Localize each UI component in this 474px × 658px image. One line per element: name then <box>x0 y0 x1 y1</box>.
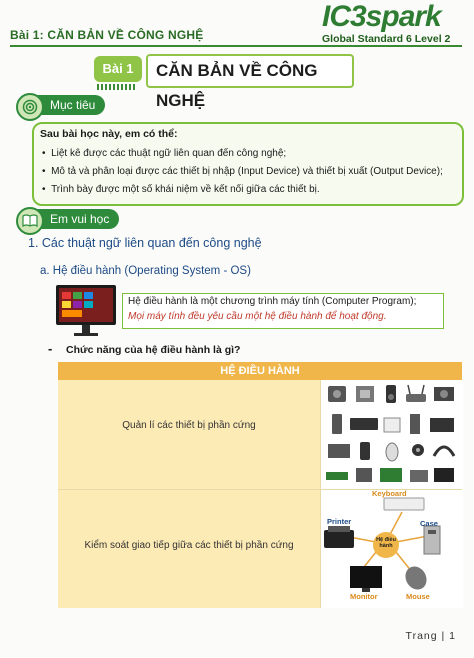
explore-pill-label: Em vui học <box>50 212 110 226</box>
monitor-small-icon <box>434 468 454 482</box>
mouse-device-icon <box>401 563 430 594</box>
keyboard-icon <box>350 418 378 430</box>
goal-item: • Liệt kê được các thuật ngữ liên quan đến công nghệ; <box>42 148 287 159</box>
table-cell <box>58 380 320 490</box>
board-icon <box>380 468 402 482</box>
definition-line: Hệ điều hành là một chương trình máy tính (Computer Program); <box>128 296 417 307</box>
table-row-text: Kiểm soát giao tiếp giữa các thiết bị phần cứng <box>84 540 294 551</box>
gpu-icon <box>328 444 350 458</box>
lesson-title: CĂN BẢN VỀ CÔNG NGHỆ <box>146 54 354 88</box>
header-divider <box>10 45 462 47</box>
keyboard-label: Keyboard <box>372 489 407 498</box>
monitor-label: Monitor <box>350 592 378 601</box>
table-row-text: Quản lí các thiết bị phần cứng <box>122 420 256 431</box>
monitor-device-icon <box>350 566 382 592</box>
os-center-label: Hệ điều hành <box>376 537 396 549</box>
mouse-small-icon <box>386 443 398 461</box>
hardware-icons-grid <box>322 382 460 488</box>
printer-label: Printer <box>327 517 352 526</box>
book-icon <box>16 207 44 235</box>
lesson-heading: Bài 1: CĂN BẢN VỀ CÔNG NGHỆ <box>10 28 204 42</box>
logo-text: IC3spark <box>322 0 441 33</box>
printer-device-icon <box>324 526 354 548</box>
psu-icon <box>434 387 454 401</box>
phone-icon <box>360 442 370 460</box>
target-icon <box>16 93 44 121</box>
section-heading: 1. Các thuật ngữ liên quan đến công nghệ <box>28 236 262 250</box>
cpu-icon <box>356 386 374 402</box>
webcam-icon <box>412 444 424 456</box>
printer-small-icon <box>430 418 454 432</box>
goals-pill-label: Mục tiêu <box>50 98 96 112</box>
os-connection-diagram <box>320 490 462 608</box>
bullet-dash: - <box>48 341 53 356</box>
keyboard-device-icon <box>384 498 424 510</box>
case-device-icon <box>424 526 440 554</box>
router-icon <box>406 385 426 402</box>
hdd-icon <box>328 386 346 402</box>
ram-icon <box>326 472 348 480</box>
page-number: Trang | 1 <box>405 630 456 642</box>
wifi-icon <box>384 418 400 432</box>
usb-icon <box>332 414 342 434</box>
case-label: Case <box>420 519 438 528</box>
goal-item: • Mô tả và phân loại được các thiết bị nhập (Input Device) và thiết bị xuất (Output Device); <box>42 166 443 177</box>
definition-note: Mọi máy tính đều yêu cầu một hệ điều hành để hoạt động. <box>128 311 387 322</box>
lesson-badge: Bài 1 <box>94 56 142 82</box>
badge-decoration <box>97 84 137 90</box>
goal-item: • Trình bày được một số khái niệm về kết nối giữa các thiết bị. <box>42 184 320 195</box>
headset-icon <box>434 447 454 456</box>
speaker-icon <box>386 385 396 403</box>
ic3-spark-logo <box>322 2 462 48</box>
table-header: HỆ ĐIỀU HÀNH <box>58 362 462 380</box>
logo-subtext: Global Standard 6 Level 2 <box>322 33 451 45</box>
goals-intro: Sau bài học này, em có thể: <box>40 128 178 140</box>
subsection-heading: a. Hệ điều hành (Operating System - OS) <box>40 265 251 277</box>
question: Chức năng của hệ điều hành là gì? <box>66 344 241 356</box>
drive-icon <box>410 470 428 482</box>
monitor-illustration <box>54 283 120 341</box>
ups-icon <box>410 414 420 434</box>
chip-icon <box>356 468 372 482</box>
mouse-label: Mouse <box>406 592 430 601</box>
